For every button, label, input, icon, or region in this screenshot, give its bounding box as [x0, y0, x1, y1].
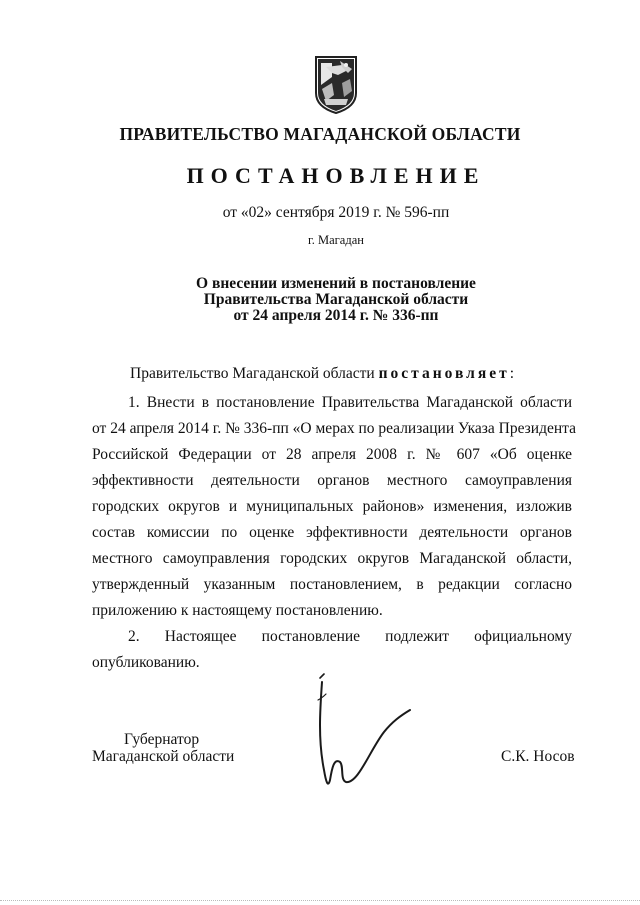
intro-decree-word: постановляет [378, 365, 510, 382]
paragraph-line: 2. Настоящее постановление подлежит официальному [128, 628, 572, 645]
paragraph-line: городских округов и муниципальных районов» изменения, изложив [92, 498, 572, 515]
signatory-position [92, 731, 234, 765]
page-bottom-edge [0, 900, 640, 901]
handwritten-signature [300, 670, 420, 800]
subject-line: О внесении изменений в постановление [196, 275, 476, 292]
paragraph-line: Российской Федерации от 28 апреля 2008 г. № 607 «Об оценке [92, 446, 572, 463]
government-title: ПРАВИТЕЛЬСТВО МАГАДАНСКОЙ ОБЛАСТИ [119, 124, 521, 144]
subject-line: от 24 апреля 2014 г. № 336-пп [233, 307, 439, 324]
document-type: ПОСТАНОВЛЕНИЕ [186, 163, 486, 188]
paragraph-line: опубликованию. [92, 654, 200, 671]
paragraph-line: от 24 апреля 2014 г. № 336-пп «О мерах по реализации Указа Президента [92, 420, 576, 437]
paragraph-1 [92, 390, 576, 624]
paragraph-line: 1. Внести в постановление Правительства Магаданской области [128, 394, 572, 411]
signatory-position-line: Губернатор [124, 731, 200, 748]
intro-sentence [130, 365, 514, 383]
intro-suffix: : [509, 365, 515, 382]
coat-of-arms-icon [312, 55, 360, 115]
paragraph-2 [92, 624, 572, 676]
document-city: г. Магадан [308, 233, 364, 247]
paragraph-line: состав комиссии по оценке эффективности деятельности органов [92, 524, 572, 541]
paragraph-line: приложению к настоящему постановлению. [92, 602, 383, 619]
paragraph-line: утвержденный указанным постановлением, в редакции согласно [92, 576, 572, 593]
document-subject [0, 276, 640, 324]
document-date-number: от «02» сентября 2019 г. № 596-пп [222, 204, 450, 221]
signatory-position-line: Магаданской области [92, 748, 235, 765]
subject-line: Правительства Магаданской области [203, 291, 469, 308]
signer-name: С.К. Носов [501, 748, 575, 765]
paragraph-line: местного самоуправления городских округов Магаданской области, [92, 550, 572, 567]
intro-prefix: Правительство Магаданской области [130, 365, 375, 382]
paragraph-line: эффективности деятельности органов местного самоуправления [92, 472, 572, 489]
